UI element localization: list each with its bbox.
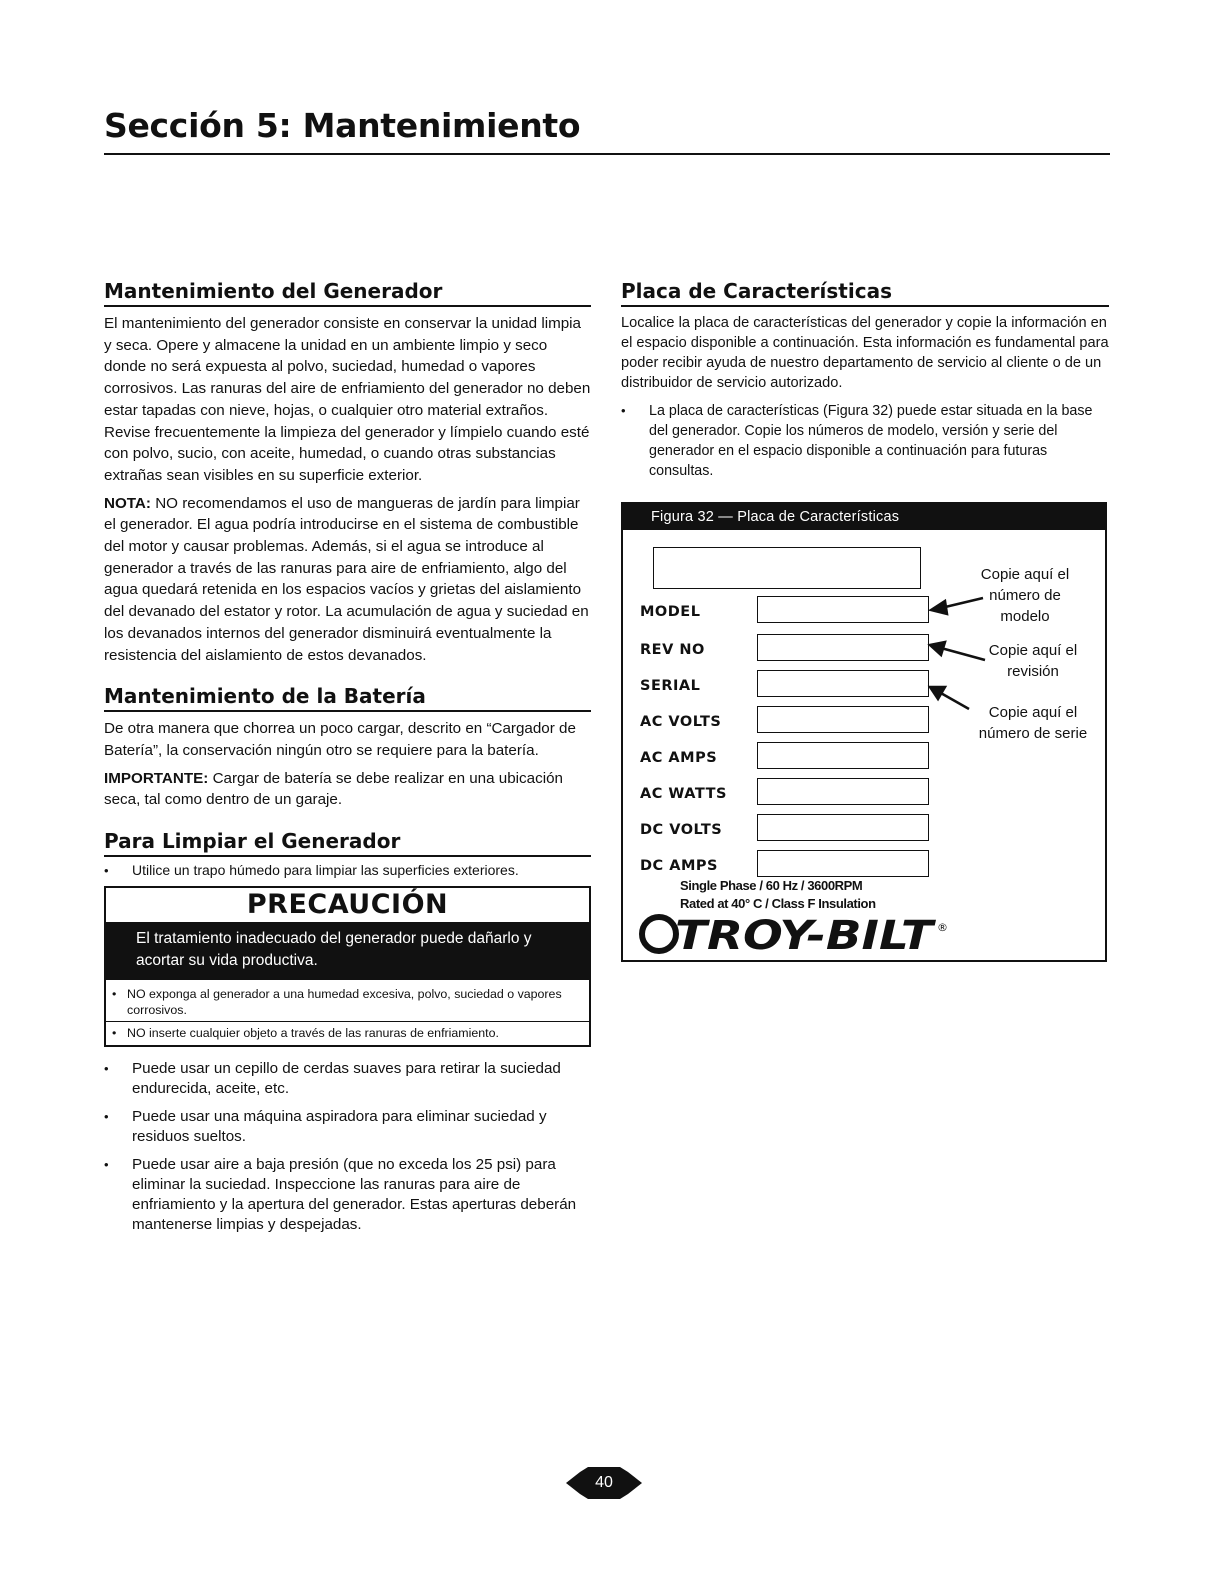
plate-label-ac-watts: AC WATTS	[640, 786, 727, 802]
note-revision: Copie aquí el revisión	[988, 642, 1078, 680]
plate-label-serial: SERIAL	[640, 678, 701, 694]
cleaning-list-top	[104, 861, 591, 880]
plate-label-model: MODEL	[640, 604, 701, 620]
list-item: • NO exponga al generador a una humedad excesiva, polvo, suciedad o vapores corrosivos.	[112, 986, 583, 1018]
list-item: • Puede usar un cepillo de cerdas suaves para retirar la suciedad endurecida, aceite, etc.	[104, 1059, 591, 1099]
logo-registered-mark: ®	[937, 921, 948, 934]
rating-plate-text: Localice la placa de características del generador y copie la información en el espacio disponible a continuación. Esta información es fundamental para poder recibir ayuda de nuestro departamento de servicio al cliente o de un distribuidor de servicio autorizado.	[621, 315, 1109, 391]
plate-label-rev: REV NO	[640, 642, 705, 658]
importante-text: Cargar de batería se debe realizar en una ubicación seca, tal como dentro de un garaje.	[104, 769, 563, 809]
caution-title: PRECAUCIÓN	[246, 889, 449, 921]
plate-label-dc-volts: DC VOLTS	[640, 822, 723, 838]
logo-wordmark: TROY-BILT	[675, 913, 937, 959]
list-item: • NO inserte cualquier objeto a través de las ranuras de enfriamiento.	[106, 1021, 589, 1041]
title-divider	[104, 153, 1110, 155]
nota-text: NO recomendamos el uso de mangueras de jardín para limpiar el generador. El agua podría introducirse en el sistema de combustible del motor y causar problemas. Además, si el agua se introduce al generador a través de las ranuras para aire de enfriamiento, algo del agua quedará retenida en los espacios vacíos y grietas del aislamiento del devanado del estator y rotor. La acumulación de agua y suciedad en los devanados internos del generador disminuirá eventualmente la resistencia del aislamiento de estos devanados.	[104, 494, 589, 664]
right-column	[621, 279, 1109, 489]
page-number-badge	[566, 1466, 642, 1500]
generator-maintenance-text: El mantenimiento del generador consiste en conservar la unidad limpia y seca. Opere y almacene la unidad en un ambiente limpio y seco donde no será expuesta al polvo, suciedad, humedad o vapores corrosivos. Las ranuras del aire de enfriamiento del generador no deben estar tapadas con nieve, hojas, o cualquier otro material extraños. Revise frecuentemente la limpieza del generador y límpielo cuando esté con polvo, sucio, con aceite, humedad, o cuando otras substancias extrañas sean visibles en su superficie exterior.	[104, 315, 591, 484]
list-item: • Puede usar una máquina aspiradora para eliminar suciedad y residuos sueltos.	[104, 1107, 591, 1147]
troy-bilt-logo	[635, 909, 955, 959]
nota-label: NOTA:	[104, 494, 151, 512]
generator-maintenance-heading: Mantenimiento del Generador	[104, 279, 591, 307]
spec-line-1: Single Phase / 60 Hz / 3600RPM	[680, 878, 863, 893]
rating-plate-figure	[621, 502, 1107, 962]
cleaning-heading: Para Limpiar el Generador	[104, 829, 591, 857]
plate-label-ac-amps: AC AMPS	[640, 750, 718, 766]
rating-plate-heading: Placa de Características	[621, 279, 1109, 307]
battery-maintenance-heading: Mantenimiento de la Batería	[104, 684, 591, 712]
plate-label-ac-volts: AC VOLTS	[640, 714, 722, 730]
battery-maintenance-text: De otra manera que chorrea un poco cargar, descrito en “Cargador de Batería”, la conservación ningún otro se requiere para la batería.	[104, 720, 576, 759]
page-number: 40	[595, 1474, 613, 1491]
list-item: • La placa de características (Figura 32) puede estar situada en la base del generador. Copie los números de modelo, versión y serie del generador en el espacio disponible a continuación para futuras consultas.	[621, 401, 1109, 481]
spec-line-2: Rated at 40° C / Class F Insulation	[680, 896, 876, 911]
left-column	[104, 279, 591, 1243]
plate-label-dc-amps: DC AMPS	[640, 858, 718, 874]
note-serial: Copie aquí el número de serie	[978, 704, 1088, 742]
page-title: Sección 5: Mantenimiento	[104, 106, 581, 145]
importante-label: IMPORTANTE:	[104, 769, 209, 787]
nota-paragraph	[104, 493, 591, 667]
rating-plate-list	[621, 401, 1109, 481]
caution-warning-text: El tratamiento inadecuado del generador puede dañarlo y acortar su vida productiva.	[106, 922, 589, 980]
note-model: Copie aquí el número de modelo	[980, 566, 1070, 625]
cleaning-list	[104, 1059, 591, 1235]
importante-paragraph	[104, 768, 591, 811]
caution-box	[104, 886, 591, 1047]
figure-caption: Figura 32 — Placa de Características	[623, 504, 1105, 530]
caution-list	[106, 980, 589, 1045]
list-item: • Utilice un trapo húmedo para limpiar las superficies exteriores.	[104, 861, 591, 880]
list-item: • Puede usar aire a baja presión (que no exceda los 25 psi) para eliminar la suciedad. Inspeccione las ranuras para aire de enfriamiento y la apertura del generador. Estas aperturas deberán mantenerse limpias y despejadas.	[104, 1155, 591, 1235]
